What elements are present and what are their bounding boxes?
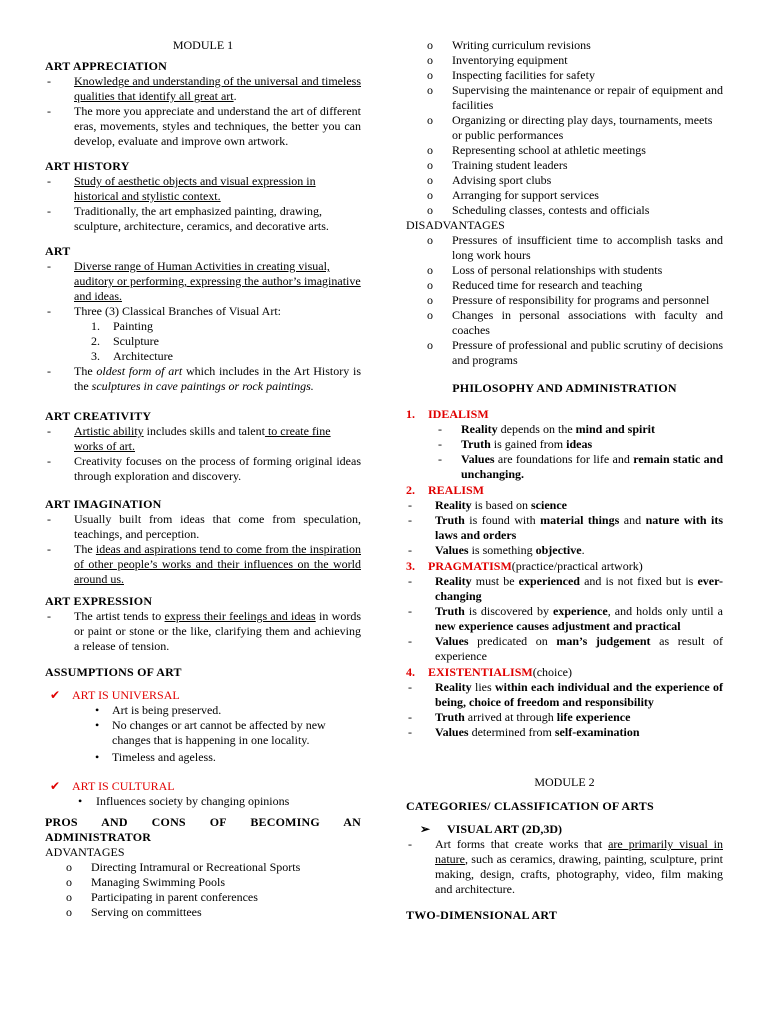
list-item-text: Pressure of professional and public scrutiny of decisions and programs — [452, 338, 723, 367]
text-run: . — [581, 543, 585, 557]
bold-text: Reality — [435, 680, 472, 694]
numbered-item: 2. Sculpture — [91, 334, 361, 349]
circle-marker: o — [427, 203, 433, 217]
bold-text: nature with its laws and orders — [435, 513, 723, 542]
circle-marker: o — [427, 233, 433, 247]
underlined-text: ideas and aspirations tend to come from the inspiration of other people’s works and their influences on the world around us. — [74, 542, 361, 586]
list-item-text: Arranging for support services — [452, 188, 599, 202]
list-item-text: Managing Swimming Pools — [91, 875, 226, 889]
underlined-text: to create fine works of art. — [74, 424, 331, 453]
list-item — [78, 794, 361, 809]
list-item — [406, 143, 723, 158]
dash-marker: - — [438, 452, 442, 466]
dash-marker: - — [47, 304, 51, 318]
italic-text: sculptures in cave paintings or rock paintings. — [91, 379, 314, 393]
bold-text: Values — [461, 452, 495, 466]
list-item — [45, 890, 361, 905]
assumption-item — [50, 688, 361, 703]
underlined-text: express their feelings and ideas — [164, 609, 316, 623]
bullet-marker: • — [95, 703, 100, 717]
item-number: 2. — [406, 483, 415, 497]
pros-cons-heading: PROS AND CONS OF BECOMING AN ADMINISTRATOR — [45, 815, 361, 844]
dash-marker: - — [47, 424, 51, 438]
list-item — [406, 233, 723, 263]
text-run: are foundations for life and — [494, 452, 634, 466]
existentialism-heading — [406, 664, 723, 680]
item-number: 3. — [406, 559, 415, 573]
list-item — [45, 304, 361, 319]
list-item — [45, 860, 361, 875]
list-item-text: Influences society by changing opinions — [96, 794, 290, 808]
bold-text: mind and spirit — [575, 422, 655, 436]
list-item — [95, 718, 361, 748]
list-item — [45, 364, 361, 394]
list-item — [406, 604, 723, 634]
branch-label: Sculpture — [113, 334, 159, 348]
list-item-text: Art is being preserved. — [112, 703, 222, 717]
bullet-marker: • — [95, 718, 100, 732]
dash-marker: - — [47, 259, 51, 273]
bold-text: science — [530, 498, 567, 512]
assumption-label: ART IS UNIVERSAL — [72, 688, 180, 702]
list-item — [406, 158, 723, 173]
list-item-text: Organizing or directing play days, tournaments, meets or public performances — [452, 113, 713, 142]
arrow-icon: ➢ — [420, 822, 431, 836]
dash-marker: - — [47, 454, 51, 468]
philosophy-title: REALISM — [428, 483, 485, 497]
list-item — [45, 609, 361, 654]
list-item — [45, 74, 361, 104]
list-item — [406, 83, 723, 113]
circle-marker: o — [427, 38, 433, 52]
circle-marker: o — [427, 308, 433, 322]
circle-marker: o — [427, 173, 433, 187]
list-item-text: Directing Intramural or Recreational Sports — [91, 860, 301, 874]
list-item — [406, 53, 723, 68]
dash-marker: - — [47, 104, 51, 118]
list-item-text: Timeless and ageless. — [112, 750, 216, 764]
text-run: and is not fixed but is — [579, 574, 698, 588]
branch-label: Architecture — [113, 349, 173, 363]
bold-text: experienced — [518, 574, 580, 588]
list-item — [406, 203, 723, 218]
dash-marker: - — [47, 204, 51, 218]
list-item-text: Creativity focuses on the process of forming original ideas through exploration and discovery. — [74, 454, 361, 483]
dash-marker: - — [408, 498, 412, 512]
list-item — [406, 293, 723, 308]
definition-text: Knowledge and understanding of the universal and timeless qualities that identify all great art — [74, 74, 361, 103]
philosophy-title: EXISTENTIALISM — [428, 665, 533, 679]
text-run: determined from — [468, 725, 555, 739]
branch-label: Painting — [113, 319, 154, 333]
circle-marker: o — [427, 158, 433, 172]
circle-marker: o — [427, 278, 433, 292]
philosophy-heading: PHILOSOPHY AND ADMINISTRATION — [452, 381, 677, 395]
list-item — [45, 204, 361, 234]
bold-text: Truth — [461, 437, 491, 451]
definition-text: Study of aesthetic objects and visual expression in historical and stylistic context. — [74, 174, 316, 203]
bold-text: Reality — [461, 422, 498, 436]
list-item-text: Inspecting facilities for safety — [452, 68, 595, 82]
circle-marker: o — [427, 68, 433, 82]
list-item-text: Reduced time for research and teaching — [452, 278, 643, 292]
list-item — [406, 543, 723, 558]
circle-marker: o — [427, 338, 433, 352]
list-item — [438, 452, 723, 482]
list-item — [406, 710, 723, 725]
philosophy-title: IDEALISM — [428, 407, 489, 421]
list-item — [45, 512, 361, 542]
dash-marker: - — [47, 609, 51, 623]
dash-marker: - — [47, 364, 51, 378]
circle-marker: o — [427, 143, 433, 157]
list-item-text: Pressure of responsibility for programs and personnel — [452, 293, 710, 307]
bold-text: Values — [435, 543, 469, 557]
dash-marker: - — [408, 837, 412, 851]
list-item — [438, 422, 723, 437]
dash-marker: - — [47, 542, 51, 556]
underlined-text: are primarily visual in nature — [435, 837, 723, 866]
visual-art-label: VISUAL ART (2D,3D) — [447, 822, 563, 836]
list-item-text: Traditionally, the art emphasized painting, drawing, sculpture, architecture, ceramics, and decorative arts. — [74, 204, 329, 233]
art-appreciation-heading: ART APPRECIATION — [45, 59, 168, 73]
circle-marker: o — [427, 188, 433, 202]
bold-text: man’s judgement — [556, 634, 651, 648]
list-item — [406, 68, 723, 83]
list-item — [406, 263, 723, 278]
list-item — [406, 574, 723, 604]
pragmatism-heading — [406, 558, 723, 574]
advantages-label: ADVANTAGES — [45, 845, 125, 859]
text-run: depends on the — [497, 422, 576, 436]
circle-marker: o — [66, 890, 72, 904]
text-run: and — [619, 513, 646, 527]
bold-text: ever-changing — [435, 574, 723, 603]
bold-text: life experience — [556, 710, 631, 724]
list-item — [406, 188, 723, 203]
art-history-heading: ART HISTORY — [45, 159, 130, 173]
art-expression-heading: ART EXPRESSION — [45, 594, 153, 608]
list-item-text: Training student leaders — [452, 158, 568, 172]
dash-marker: - — [408, 634, 412, 648]
circle-marker: o — [427, 293, 433, 307]
text-run: predicated on — [468, 634, 557, 648]
list-item — [406, 173, 723, 188]
left-column — [45, 36, 361, 920]
text-run: must be — [471, 574, 519, 588]
list-item-text: Inventorying equipment — [452, 53, 568, 67]
list-item — [45, 905, 361, 920]
text-run: is something — [468, 543, 536, 557]
bold-text: self-examination — [554, 725, 640, 739]
list-item-text: Three (3) Classical Branches of Visual Art: — [74, 304, 281, 318]
art-heading: ART — [45, 244, 71, 258]
bold-text: ideas — [566, 437, 593, 451]
definition-text: Diverse range of Human Activities in creating visual, auditory or performing, expressing the author’s imaginative and ideas. — [74, 259, 361, 303]
text-run: arrived at through — [464, 710, 557, 724]
dash-marker: - — [47, 512, 51, 526]
text-run: The artist tends to — [74, 609, 165, 623]
circle-marker: o — [427, 263, 433, 277]
realism-heading — [406, 482, 723, 498]
list-item — [45, 454, 361, 484]
list-item — [45, 424, 361, 454]
checkmark-icon: ✔ — [50, 688, 61, 702]
circle-marker: o — [66, 860, 72, 874]
assumption-label: ART IS CULTURAL — [72, 779, 175, 793]
list-item-text: Loss of personal relationships with students — [452, 263, 663, 277]
idealism-heading — [406, 406, 723, 422]
list-item — [438, 437, 723, 452]
text-run: in words or paint or stone or the like, clarifying them and achieving a release of tension. — [74, 609, 361, 653]
list-item-text: Pressures of insufficient time to accomplish tasks and long work hours — [452, 233, 723, 262]
text-run: The — [74, 364, 97, 378]
bold-text: Reality — [435, 574, 472, 588]
list-item — [406, 680, 723, 710]
dash-marker: - — [408, 725, 412, 739]
list-item — [45, 259, 361, 304]
circle-marker: o — [66, 905, 72, 919]
dash-marker: - — [438, 437, 442, 451]
list-item-text: Participating in parent conferences — [91, 890, 258, 904]
text-run: as result of experience — [435, 634, 724, 663]
dash-marker: - — [408, 513, 412, 527]
circle-marker: o — [427, 113, 433, 127]
numbered-item: 3. Architecture — [91, 349, 361, 364]
bold-text: Values — [435, 725, 469, 739]
list-item — [45, 542, 361, 587]
list-item — [406, 837, 723, 897]
text-run: , and holds only until a — [607, 604, 724, 618]
dash-marker: - — [408, 604, 412, 618]
circle-marker: o — [427, 83, 433, 97]
circle-marker: o — [427, 53, 433, 67]
text-run: is gained from — [490, 437, 567, 451]
list-item — [45, 104, 361, 149]
list-item — [95, 703, 361, 718]
dash-marker: - — [408, 574, 412, 588]
bold-text: remain static and unchanging. — [461, 452, 723, 481]
list-item — [406, 725, 723, 740]
list-item — [45, 875, 361, 890]
dash-marker: - — [408, 710, 412, 724]
list-item — [406, 278, 723, 293]
text-run: Art forms that create works that — [435, 837, 609, 851]
list-item-text: The more you appreciate and understand the art of different eras, movements, styles and techniques, the better you can develop, evaluate and improve own artwork. — [74, 104, 361, 148]
list-item — [406, 338, 723, 368]
bold-text: Values — [435, 634, 469, 648]
text-run: is found with — [464, 513, 541, 527]
bold-text: experience — [553, 604, 608, 618]
text-run: which includes in the Art History is the — [74, 364, 361, 393]
bold-text: new experience causes adjustment and practical — [435, 619, 681, 633]
dash-marker: - — [408, 680, 412, 694]
list-item-text: Writing curriculum revisions — [452, 38, 591, 52]
list-item-text: Usually built from ideas that come from speculation, teachings, and perception. — [74, 512, 361, 541]
text-run: is discovered by — [464, 604, 554, 618]
art-imagination-heading: ART IMAGINATION — [45, 497, 162, 511]
bold-text: objective — [535, 543, 582, 557]
period: . — [233, 89, 237, 103]
list-item — [406, 498, 723, 513]
bold-text: material things — [540, 513, 620, 527]
list-item — [406, 113, 723, 143]
dash-marker: - — [408, 543, 412, 557]
list-item — [406, 308, 723, 338]
numbered-item: 1. Painting — [91, 319, 361, 334]
categories-heading: CATEGORIES/ CLASSIFICATION OF ARTS — [406, 799, 654, 813]
italic-text: oldest form of art — [96, 364, 183, 378]
bullet-marker: • — [78, 794, 83, 808]
text-run: is based on — [471, 498, 531, 512]
list-item-text: Serving on committees — [91, 905, 202, 919]
circle-marker: o — [66, 875, 72, 889]
philosophy-title: PRAGMATISM — [428, 559, 512, 573]
text-run: includes skills and talent — [143, 424, 265, 438]
underlined-text: Artistic ability — [74, 424, 144, 438]
visual-art-heading — [420, 822, 723, 837]
bold-text: Truth — [435, 710, 465, 724]
list-item — [406, 38, 723, 53]
text-run: lies — [471, 680, 495, 694]
list-item — [45, 174, 361, 204]
dash-marker: - — [47, 174, 51, 188]
assumptions-heading: ASSUMPTIONS OF ART — [45, 665, 182, 679]
list-item-text: Supervising the maintenance or repair of equipment and facilities — [452, 83, 723, 112]
module-2-title: MODULE 2 — [534, 775, 595, 789]
bold-text: Reality — [435, 498, 472, 512]
disadvantages-label: DISADVANTAGES — [406, 218, 505, 232]
dash-marker: - — [438, 422, 442, 436]
item-number: 1. — [406, 407, 415, 421]
assumption-item — [50, 779, 361, 794]
list-item — [406, 634, 723, 664]
bold-text: Truth — [435, 513, 465, 527]
dash-marker: - — [47, 74, 51, 88]
philosophy-subtitle: (practice/practical artwork) — [511, 559, 643, 573]
list-item — [406, 513, 723, 543]
list-item — [95, 750, 361, 765]
text-run: , such as ceramics, drawing, painting, sculpture, print making, design, crafts, photography, video, film making and architecture. — [435, 852, 723, 896]
right-column — [406, 38, 723, 923]
two-dimensional-art-heading: TWO-DIMENSIONAL ART — [406, 908, 558, 922]
list-item-text: Scheduling classes, contests and officials — [452, 203, 650, 217]
text-run: The — [74, 542, 96, 556]
item-number: 4. — [406, 665, 415, 679]
art-creativity-heading: ART CREATIVITY — [45, 409, 152, 423]
bold-text: Truth — [435, 604, 465, 618]
list-item-text: Advising sport clubs — [452, 173, 552, 187]
checkmark-icon: ✔ — [50, 779, 61, 793]
philosophy-subtitle: (choice) — [532, 665, 573, 679]
module-1-title: MODULE 1 — [172, 38, 234, 52]
list-item-text: Changes in personal associations with faculty and coaches — [452, 308, 723, 337]
list-item-text: No changes or art cannot be affected by new changes that is happening in one locality. — [112, 718, 326, 747]
list-item-text: Representing school at athletic meetings — [452, 143, 646, 157]
bold-text: within each individual and the experience of being, choice of freedom and responsibility — [435, 680, 723, 709]
bullet-marker: • — [95, 750, 100, 764]
